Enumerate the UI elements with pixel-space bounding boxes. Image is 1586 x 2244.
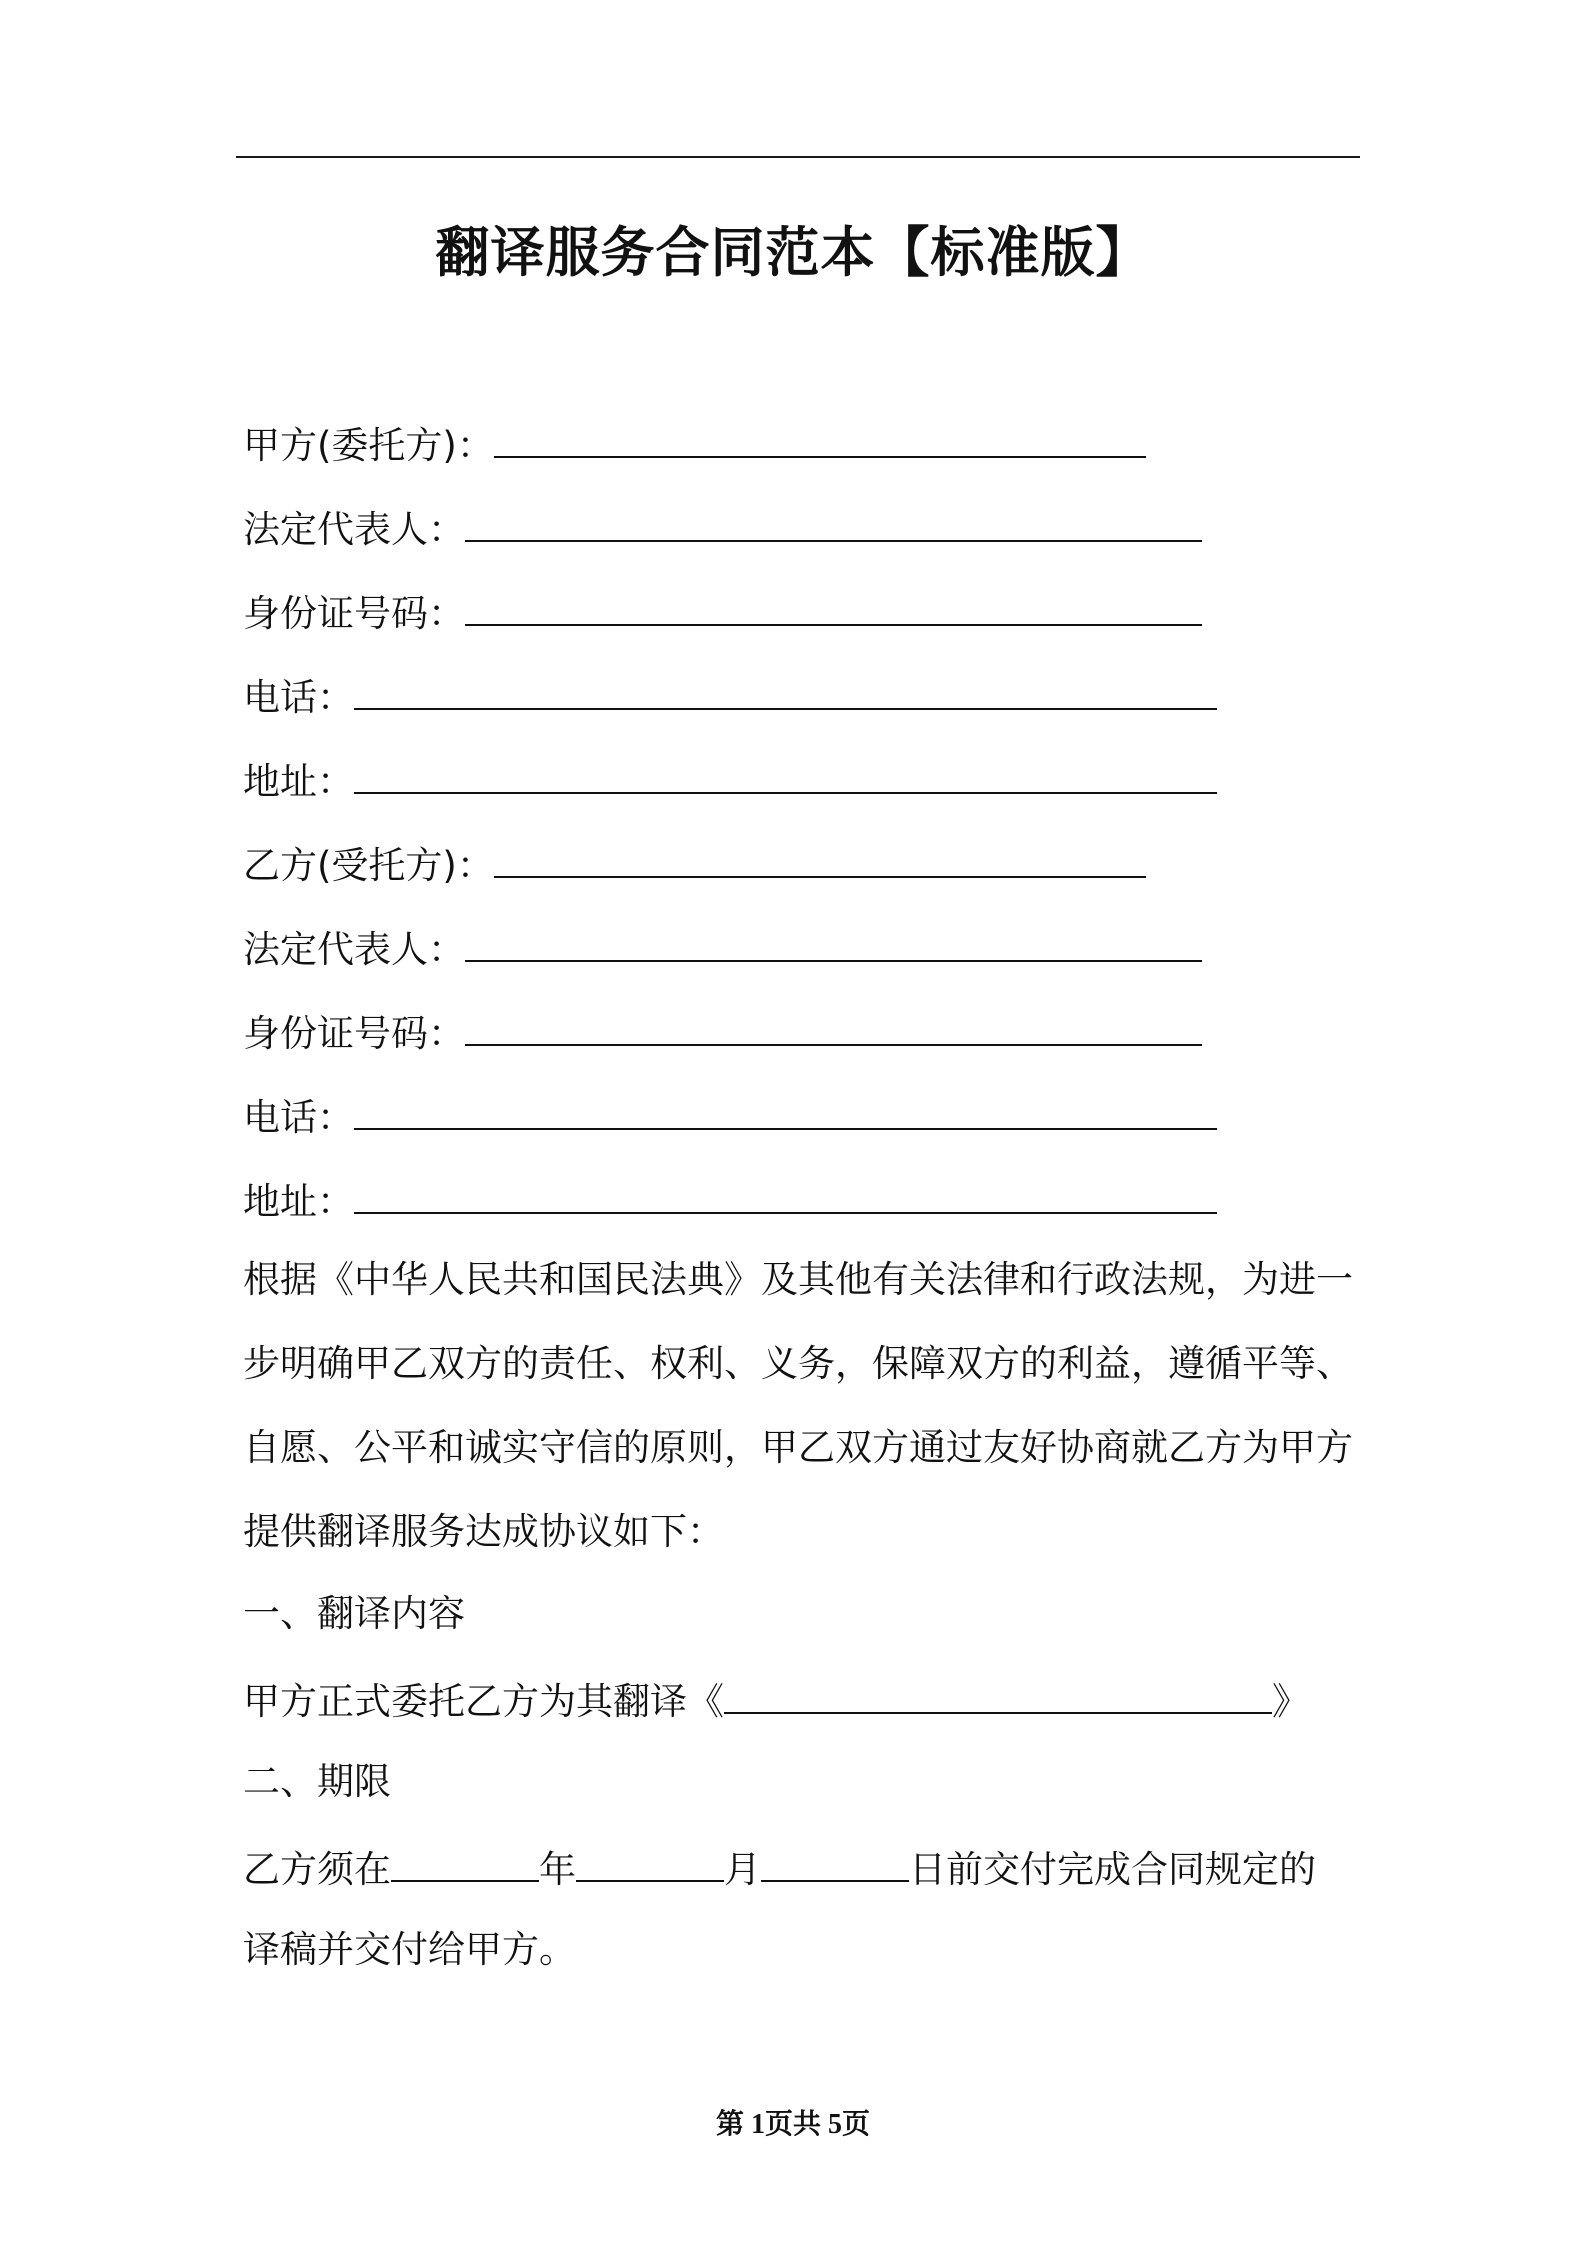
party-b-address-field[interactable] (354, 1174, 1217, 1214)
party-a-phone-label: 电话： (243, 676, 354, 719)
year-field[interactable] (391, 1842, 539, 1882)
party-a-phone-field[interactable] (354, 670, 1217, 710)
section-2-row (243, 1842, 1316, 1894)
month-field[interactable] (576, 1842, 724, 1882)
party-b-rep-field[interactable] (465, 922, 1202, 962)
party-b-phone-label: 电话： (243, 1096, 354, 1139)
party-b-rep-label: 法定代表人： (243, 928, 465, 971)
party-a-name-field[interactable] (494, 418, 1146, 458)
party-b-name-label: 乙方(受托方)： (243, 844, 494, 887)
party-a-id-label: 身份证号码： (243, 592, 465, 635)
section-2-day-text: 日前交付完成合同规定的 (909, 1848, 1316, 1891)
party-a-rep-row (243, 502, 1202, 554)
party-a-address-row (243, 754, 1217, 806)
section-1-row (243, 1674, 1309, 1726)
party-a-id-row (243, 586, 1202, 638)
party-b-name-field[interactable] (494, 838, 1146, 878)
year-label: 年 (539, 1848, 576, 1891)
party-a-name-label: 甲方(委托方)： (243, 424, 494, 467)
month-label: 月 (724, 1848, 761, 1891)
party-a-address-label: 地址： (243, 760, 354, 803)
party-b-id-row (243, 1006, 1202, 1058)
section-1-close-bracket: 》 (1272, 1680, 1309, 1723)
section-2-line-2: 译稿并交付给甲方。 (243, 1928, 576, 1971)
party-a-phone-row (243, 670, 1217, 722)
party-b-phone-row (243, 1090, 1217, 1142)
party-a-rep-field[interactable] (465, 502, 1202, 542)
section-1-heading: 一、翻译内容 (243, 1592, 465, 1635)
party-b-address-label: 地址： (243, 1180, 354, 1223)
preamble-paragraph: 根据《中华人民共和国民法典》及其他有关法律和行政法规，为进一步明确甲乙双方的责任、权利、义务，保障双方的利益，遵循平等、自愿、公平和诚实守信的原则，甲乙双方通过友好协商就乙方为甲方提供翻译服务达成协议如下： (243, 1258, 1353, 1553)
party-b-address-row (243, 1174, 1217, 1226)
party-b-phone-field[interactable] (354, 1090, 1217, 1130)
party-b-rep-row (243, 922, 1202, 974)
party-a-address-field[interactable] (354, 754, 1217, 794)
section-2-heading: 二、期限 (243, 1760, 391, 1803)
section-1-text: 甲方正式委托乙方为其翻译《 (243, 1680, 724, 1723)
section-2-text-start: 乙方须在 (243, 1848, 391, 1891)
party-b-name-row (243, 838, 1146, 890)
party-b-id-field[interactable] (465, 1006, 1202, 1046)
page-number-footer: 第 1页共 5页 (715, 2109, 870, 2140)
document-title: 翻译服务合同范本【标准版】 (435, 221, 1151, 284)
party-a-name-row (243, 418, 1146, 470)
party-a-rep-label: 法定代表人： (243, 508, 465, 551)
translation-title-field[interactable] (724, 1674, 1272, 1714)
party-a-id-field[interactable] (465, 586, 1202, 626)
header-rule (236, 156, 1360, 158)
day-field[interactable] (761, 1842, 909, 1882)
party-b-id-label: 身份证号码： (243, 1012, 465, 1055)
